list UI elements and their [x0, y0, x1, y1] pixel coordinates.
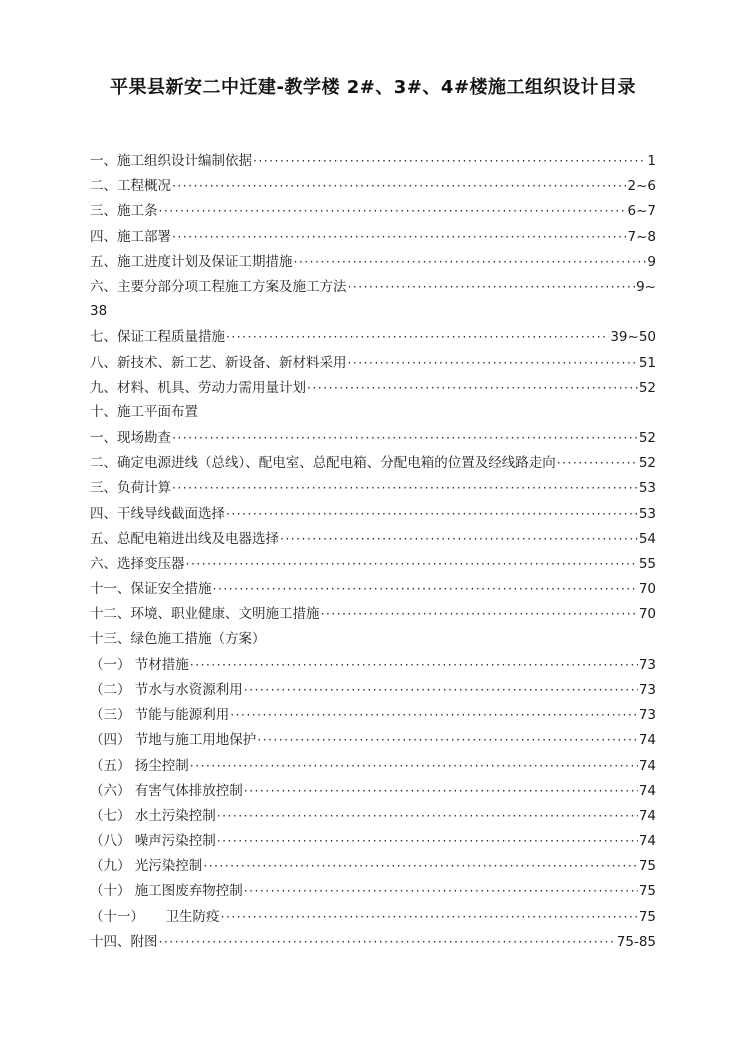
- toc-page-number: 52: [638, 455, 656, 472]
- toc-page-number: 75: [638, 883, 656, 900]
- toc-entry-label: 六、主要分部分项工程施工方案及施工方法: [90, 278, 347, 295]
- dot-leader: [186, 551, 638, 577]
- toc-entry-label: （六） 有害气体排放控制: [90, 782, 243, 799]
- dot-leader: [226, 324, 609, 350]
- toc-entry-label: （九） 光污染控制: [90, 858, 203, 875]
- toc-page-number: 53: [638, 505, 656, 522]
- toc-page-number: 74: [638, 732, 656, 749]
- toc-entry-label: （一） 节材措施: [90, 656, 189, 673]
- toc-entry-label: 三、负荷计算: [90, 480, 171, 497]
- toc-entry[interactable]: [90, 904, 656, 929]
- page-title: 平果县新安二中迁建-教学楼 2#、3#、4#楼施工组织设计目录: [109, 77, 637, 98]
- toc-page-number: 55: [638, 556, 656, 572]
- dot-leader: [321, 601, 638, 627]
- toc-entry-label: （七） 水土污染控制: [90, 807, 216, 824]
- toc-entry[interactable]: [90, 627, 656, 652]
- toc-entry-label: 一、现场勘查: [90, 430, 171, 447]
- toc-entry-label: （十一） 卫生防疫: [90, 908, 220, 925]
- toc-page-number: 39~50: [610, 329, 656, 346]
- toc-page-number: 70: [638, 606, 656, 623]
- toc-entry[interactable]: [90, 173, 656, 198]
- toc-entry[interactable]: [90, 702, 656, 727]
- toc-page-number: 74: [638, 833, 656, 850]
- toc-entry-label: 九、材料、机具、劳动力需用量计划: [90, 379, 306, 396]
- toc-entry-continuation[interactable]: [90, 299, 656, 324]
- toc-page-number: 70: [638, 581, 656, 598]
- toc-entry[interactable]: [90, 652, 656, 677]
- toc-entry-label: 十二、环境、职业健康、文明施工措施: [90, 606, 320, 623]
- toc-page-number: 73: [638, 707, 656, 724]
- toc-page-number: 74: [638, 757, 656, 774]
- dot-leader: [217, 803, 638, 829]
- toc-entry[interactable]: [90, 803, 656, 828]
- toc-page-number: 52: [638, 430, 656, 447]
- toc-page-number: 74: [638, 782, 656, 799]
- toc-entry[interactable]: [90, 450, 656, 475]
- dot-leader: [172, 224, 627, 250]
- dot-leader: [213, 576, 638, 602]
- toc-entry[interactable]: [90, 601, 656, 626]
- toc-entry-label: （四） 节地与施工用地保护: [90, 732, 257, 749]
- toc-page-number: 75-85: [616, 933, 656, 950]
- toc-entry-label: 五、施工进度计划及保证工期措施: [90, 253, 293, 270]
- toc-page-number: 73: [638, 681, 656, 698]
- toc-entry[interactable]: [90, 551, 656, 576]
- toc-entry[interactable]: [90, 249, 656, 274]
- toc-page-number: 74: [638, 807, 656, 824]
- toc-entry-label: 十三、绿色施工措施（方案）: [90, 630, 266, 647]
- toc-entry[interactable]: [90, 753, 656, 778]
- toc-page-number: 54: [638, 530, 656, 547]
- toc-page-number: 73: [638, 656, 656, 673]
- toc-entry[interactable]: [90, 878, 656, 903]
- dot-leader: [244, 677, 638, 703]
- toc-entry[interactable]: [90, 475, 656, 500]
- toc-entry-label: 四、干线导线截面选择: [90, 505, 225, 522]
- dot-leader: [190, 652, 638, 678]
- toc-entry[interactable]: [90, 224, 656, 249]
- dot-leader: [159, 929, 616, 955]
- toc-page-number: 75: [638, 858, 656, 875]
- toc-entry[interactable]: [90, 677, 656, 702]
- toc-page-number: 53: [638, 480, 656, 497]
- toc-entry[interactable]: [90, 853, 656, 878]
- toc-entry[interactable]: [90, 778, 656, 803]
- toc-entry-label: （八） 噪声污染控制: [90, 833, 216, 850]
- toc-entry[interactable]: [90, 501, 656, 526]
- dot-leader: [172, 475, 638, 501]
- dot-leader: [244, 778, 638, 804]
- toc-entry[interactable]: [90, 929, 656, 954]
- dot-leader: [307, 375, 638, 401]
- toc-page-number: 2~6: [627, 178, 656, 195]
- toc-page-number: 52: [638, 379, 656, 396]
- dot-leader: [557, 450, 638, 476]
- dot-leader: [257, 727, 638, 753]
- toc-entry[interactable]: [90, 526, 656, 551]
- toc-entry-label: 二、工程概况: [90, 178, 171, 195]
- toc-entry-label: 二、确定电源进线（总线）、配电室、总配电箱、分配电箱的位置及经线路走向: [90, 455, 556, 472]
- dot-leader: [244, 878, 638, 904]
- toc-entry-label: （三） 节能与能源利用: [90, 707, 230, 724]
- toc-entry[interactable]: [90, 400, 656, 425]
- dot-leader: [172, 173, 627, 199]
- dot-leader: [253, 148, 646, 174]
- dot-leader: [280, 526, 638, 552]
- dot-leader: [220, 904, 637, 930]
- toc-entry-label: （十） 施工图废弃物控制: [90, 883, 243, 900]
- toc-entry[interactable]: [90, 576, 656, 601]
- toc-entry-label: 八、新技术、新工艺、新设备、新材料采用: [90, 354, 347, 371]
- toc-entry-label: 38: [90, 303, 108, 320]
- toc-entry[interactable]: [90, 324, 656, 349]
- dot-leader: [348, 274, 636, 300]
- dot-leader: [203, 853, 638, 879]
- dot-leader: [230, 702, 638, 728]
- toc-page-number: 9~: [636, 278, 656, 295]
- toc-entry-label: 五、总配电箱进出线及电器选择: [90, 530, 279, 547]
- toc-entry[interactable]: [90, 375, 656, 400]
- toc-entry-label: 四、施工部署: [90, 228, 171, 245]
- dot-leader: [294, 249, 647, 275]
- toc-page-number: 7~8: [627, 228, 656, 245]
- toc-entry-label: 三、施工条: [90, 203, 158, 220]
- toc-entry-label: 一、施工组织设计编制依据: [90, 153, 252, 169]
- toc-page-number: 75: [638, 908, 656, 925]
- dot-leader: [217, 828, 638, 854]
- toc-entry[interactable]: [90, 198, 656, 223]
- toc-entry[interactable]: [90, 828, 656, 853]
- toc-entry[interactable]: [90, 425, 656, 450]
- toc-entry[interactable]: [90, 727, 656, 752]
- toc-page-number: 6~7: [627, 203, 656, 220]
- toc-page-number: 9: [647, 253, 656, 270]
- toc-entry-label: 七、保证工程质量措施: [90, 329, 225, 346]
- toc-page-number: 51: [638, 354, 656, 371]
- toc-entry-label: （五） 扬尘控制: [90, 757, 189, 774]
- toc-entry-label: （二） 节水与水资源利用: [90, 681, 243, 698]
- dot-leader: [159, 198, 627, 224]
- toc-entry[interactable]: [90, 274, 656, 299]
- toc-entry-label: 六、选择变压器: [90, 556, 185, 572]
- toc-entry[interactable]: [90, 148, 656, 173]
- dot-leader: [172, 425, 638, 451]
- table-of-contents: [90, 148, 656, 954]
- toc-page-number: 1: [647, 153, 656, 169]
- dot-leader: [226, 501, 638, 527]
- toc-entry[interactable]: [90, 350, 656, 375]
- toc-entry-label: 十四、附图: [90, 933, 158, 950]
- dot-leader: [190, 753, 638, 779]
- toc-entry-label: 十一、保证安全措施: [90, 581, 212, 598]
- dot-leader: [348, 350, 638, 376]
- toc-entry-label: 十、施工平面布置: [90, 403, 198, 420]
